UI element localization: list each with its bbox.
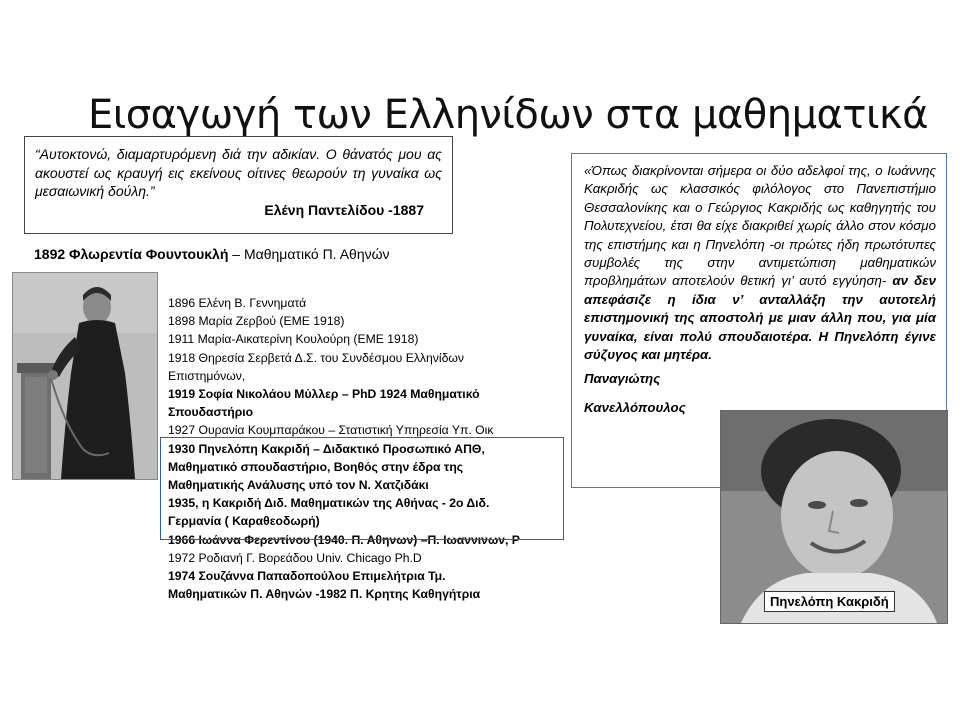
quote-signature: Ελένη Παντελίδου -1887 [264,201,424,218]
quote-author-first: Παναγιώτης [584,371,661,387]
heading-1892-bold: 1892 Φλωρεντία Φουντουκλή [34,246,229,262]
quote-right-text [584,162,936,364]
heading-1892 [34,246,390,262]
portrait-photo-fountoukli [12,272,158,480]
timeline-item: Επιστημόνων, [168,368,246,383]
timeline-item: Μαθηματικής Ανάλυσης υπό τον Ν. Χατζιδάκι [168,478,429,493]
quote-box-pantelidou [24,136,453,234]
quote-author-last: Κανελλόπουλος [584,399,686,415]
heading-1892-rest: – Μαθηματικό Π. Αθηνών [228,246,390,262]
timeline-item: 1918 Θηρεσία Σερβετά Δ.Σ. του Συνδέσμου Ελληνίδων [168,350,465,365]
timeline-item: 1935, η Κακριδή Διδ. Μαθηματικών της Αθήνας - 2ο Διδ. [168,496,490,511]
highlight-box-kakridi [160,437,564,540]
timeline-item: Σπουδαστήριο [168,405,254,420]
quote-text: “Αυτοκτονώ, διαμαρτυρόμενη διά την αδικίαν. Ο θάνατός μου ας ακουστεί ως κραυγή εις εκείνους οίτινες θεωρούν τη γυναίκα ως μεσαιωνική δούλη.” [35,146,442,199]
timeline-item: 1927 Ουρανία Κουμπαράκου – Στατιστική Υπηρεσία Υπ. Οικ [168,423,494,438]
quote-right-bold: αν δεν απεφάσιζε η ίδια ν’ ανταλλάξη την αυτοτελή επιστημονική της αποστολή με μιαν άλλη που, για μία γυναίκα, είναι πολύ σπουδαιοτέρα. Η Πηνελόπη έγινε σύζυγος και μητέρα. [584,273,936,363]
timeline-item: Μαθηματικών Π. Αθηνών -1982 Π. Κρητης Καθηγήτρια [168,587,481,602]
timeline-item: 1966 Ιωάννα Φερεντίνου (1940. Π. Αθηνων) –Π. Ιωαννινων, Ρ [168,532,520,547]
timeline-item: 1974 Σουζάννα Παπαδοπούλου Επιμελήτρια Τμ. [168,569,446,584]
timeline-item: 1896 Ελένη Β. Γεννηματά [168,296,307,310]
portrait-illustration [13,273,157,479]
slide-title: Εισαγωγή των Ελληνίδων στα μαθηματικά [88,92,928,138]
timeline-item: 1911 Μαρία-Αικατερίνη Κουλούρη (ΕΜΕ 1918) [168,332,419,347]
timeline-item: Γερμανία ( Καραθεοδωρή) [168,514,320,529]
timeline-item: 1972 Ροδιανή Γ. Βορεάδου Univ. Chicago Ph.D [168,550,422,565]
timeline-item: Μαθηματικό σπουδαστήριο, Βοηθός στην έδρα της [168,459,464,474]
timeline-item: 1898 Μαρία Ζερβού (ΕΜΕ 1918) [168,314,345,329]
quote-right-normal: «Όπως διακρίνονται σήμερα οι δύο αδελφοί της, ο Ιωάννης Κακριδής ως κλασσικός φιλόλογος στο Πανεπιστήμιο Θεσσαλονίκης και ο Γεώργιος Κακριδής ως καθηγητής του Πολυτεχνείου, έτσι θα είχε διακριθεί χωρίς άλλο στον κόσμο της επιστήμης και η Πηνελόπη -οι πρώτες ήδη πρωτότυπες συμβολές της στην αντιμετώπιση μαθηματικών προβλημάτων αποτελούν θετική γι’ αυτό εγγύηση- [584,163,936,289]
photo-caption-kakridi: Πηνελόπη Κακριδή [764,591,895,612]
timeline-item: 1919 Σοφία Νικολάου Μύλλερ – PhD 1924 Μαθηματικό [168,387,480,402]
timeline-item: 1930 Πηνελόπη Κακριδή – Διδακτικό Προσωπικό ΑΠΘ, [168,441,485,456]
